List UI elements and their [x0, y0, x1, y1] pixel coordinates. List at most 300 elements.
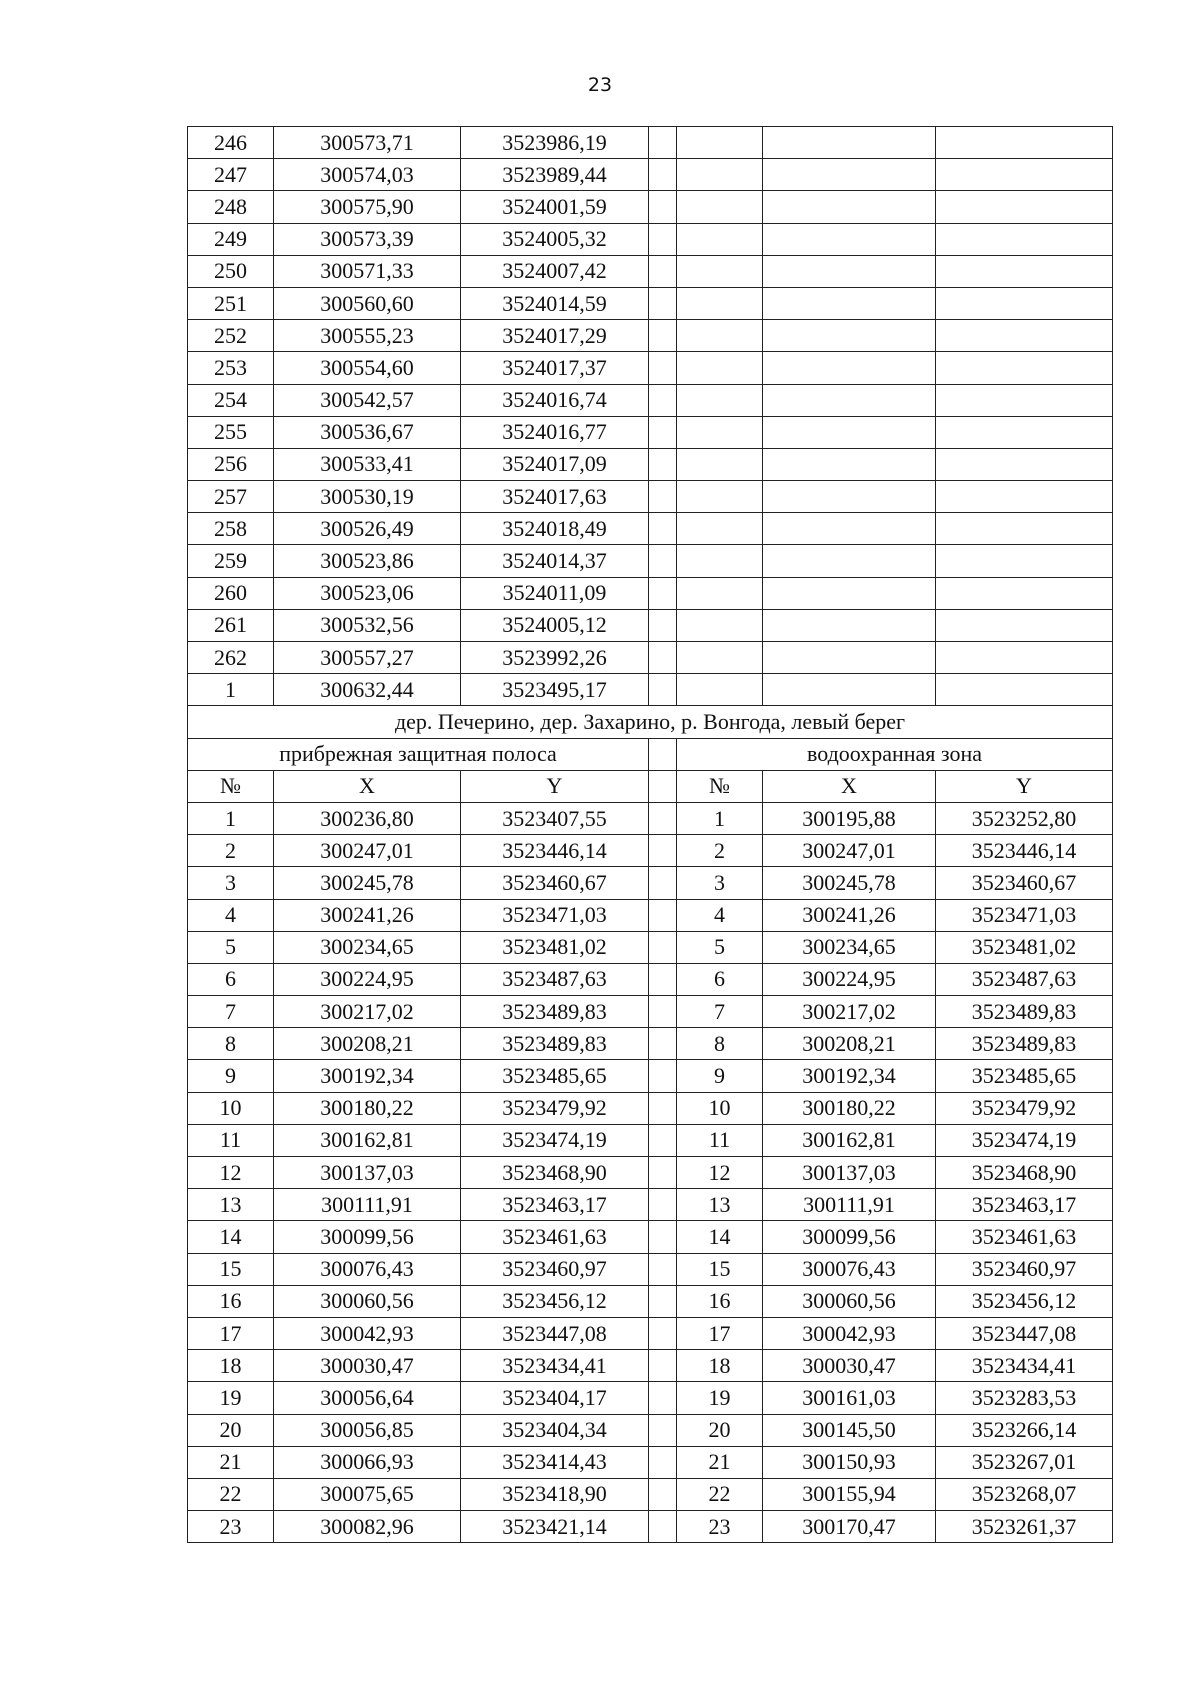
left-y-coordinate-cell: 3523456,12	[461, 1285, 649, 1317]
empty-cell	[763, 674, 936, 706]
left-y-coordinate-cell: 3523474,19	[461, 1124, 649, 1156]
right-point-number-cell: 16	[677, 1285, 763, 1317]
gap-cell	[649, 1028, 677, 1060]
point-number-cell: 248	[188, 191, 274, 223]
empty-cell	[936, 416, 1113, 448]
right-point-number-cell: 14	[677, 1221, 763, 1253]
left-y-coordinate-cell: 3523461,63	[461, 1221, 649, 1253]
left-point-number-cell: 16	[188, 1285, 274, 1317]
left-y-coordinate-cell: 3523447,08	[461, 1317, 649, 1349]
left-x-coordinate-cell: 300042,93	[274, 1317, 461, 1349]
empty-cell	[936, 577, 1113, 609]
gap-cell	[649, 255, 677, 287]
point-number-cell: 254	[188, 384, 274, 416]
right-x-coordinate-cell: 300030,47	[763, 1350, 936, 1382]
empty-cell	[763, 159, 936, 191]
gap-cell	[649, 1092, 677, 1124]
table-row	[188, 996, 1113, 1028]
left-point-number-cell: 21	[188, 1446, 274, 1478]
gap-cell	[649, 609, 677, 641]
table-row	[188, 1317, 1113, 1349]
empty-cell	[936, 545, 1113, 577]
right-x-coordinate-cell: 300099,56	[763, 1221, 936, 1253]
right-x-header: X	[763, 770, 936, 802]
table-row	[188, 931, 1113, 963]
left-x-coordinate-cell: 300066,93	[274, 1446, 461, 1478]
empty-cell	[936, 513, 1113, 545]
point-number-cell: 251	[188, 287, 274, 319]
right-y-coordinate-cell: 3523489,83	[936, 996, 1113, 1028]
right-point-number-cell: 17	[677, 1317, 763, 1349]
table-row	[188, 255, 1113, 287]
empty-cell	[936, 448, 1113, 480]
left-x-header: X	[274, 770, 461, 802]
left-y-coordinate-cell: 3523485,65	[461, 1060, 649, 1092]
empty-cell	[677, 255, 763, 287]
gap-cell	[649, 899, 677, 931]
right-point-number-cell: 10	[677, 1092, 763, 1124]
left-y-coordinate-cell: 3523404,17	[461, 1382, 649, 1414]
empty-cell	[763, 255, 936, 287]
right-point-number-cell: 23	[677, 1511, 763, 1543]
empty-cell	[936, 159, 1113, 191]
left-y-coordinate-cell: 3523460,97	[461, 1253, 649, 1285]
gap-cell	[649, 931, 677, 963]
point-number-cell: 253	[188, 352, 274, 384]
left-y-coordinate-cell: 3523434,41	[461, 1350, 649, 1382]
x-coordinate-cell: 300555,23	[274, 320, 461, 352]
gap-cell	[649, 545, 677, 577]
empty-cell	[677, 223, 763, 255]
y-coordinate-cell: 3524011,09	[461, 577, 649, 609]
left-y-coordinate-cell: 3523487,63	[461, 963, 649, 995]
right-y-coordinate-cell: 3523485,65	[936, 1060, 1113, 1092]
point-number-cell: 255	[188, 416, 274, 448]
gap-cell	[649, 802, 677, 834]
table-row	[188, 642, 1113, 674]
table-row	[188, 159, 1113, 191]
gap-cell	[649, 384, 677, 416]
point-number-cell: 258	[188, 513, 274, 545]
x-coordinate-cell: 300533,41	[274, 448, 461, 480]
y-coordinate-cell: 3523989,44	[461, 159, 649, 191]
right-y-coordinate-cell: 3523471,03	[936, 899, 1113, 931]
right-point-number-cell: 8	[677, 1028, 763, 1060]
point-number-cell: 256	[188, 448, 274, 480]
right-point-number-cell: 4	[677, 899, 763, 931]
y-coordinate-cell: 3524017,09	[461, 448, 649, 480]
right-num-header: №	[677, 770, 763, 802]
right-x-coordinate-cell: 300060,56	[763, 1285, 936, 1317]
left-point-number-cell: 7	[188, 996, 274, 1028]
y-coordinate-cell: 3524014,59	[461, 287, 649, 319]
right-x-coordinate-cell: 300234,65	[763, 931, 936, 963]
point-number-cell: 259	[188, 545, 274, 577]
right-point-number-cell: 19	[677, 1382, 763, 1414]
gap-cell	[649, 1221, 677, 1253]
table-row	[188, 899, 1113, 931]
right-y-coordinate-cell: 3523474,19	[936, 1124, 1113, 1156]
gap-cell	[649, 287, 677, 319]
empty-cell	[677, 674, 763, 706]
table-row	[188, 384, 1113, 416]
left-y-coordinate-cell: 3523481,02	[461, 931, 649, 963]
empty-cell	[763, 609, 936, 641]
empty-cell	[763, 513, 936, 545]
table-row	[188, 1285, 1113, 1317]
gap-cell	[649, 770, 677, 802]
table-row	[188, 481, 1113, 513]
y-coordinate-cell: 3523986,19	[461, 127, 649, 159]
left-y-coordinate-cell: 3523407,55	[461, 802, 649, 834]
empty-cell	[763, 223, 936, 255]
table-row	[188, 609, 1113, 641]
right-x-coordinate-cell: 300150,93	[763, 1446, 936, 1478]
left-point-number-cell: 5	[188, 931, 274, 963]
right-y-coordinate-cell: 3523447,08	[936, 1317, 1113, 1349]
empty-cell	[763, 545, 936, 577]
right-x-coordinate-cell: 300145,50	[763, 1414, 936, 1446]
empty-cell	[936, 384, 1113, 416]
left-point-number-cell: 19	[188, 1382, 274, 1414]
x-coordinate-cell: 300560,60	[274, 287, 461, 319]
empty-cell	[936, 127, 1113, 159]
gap-cell	[649, 963, 677, 995]
empty-cell	[677, 481, 763, 513]
left-point-number-cell: 10	[188, 1092, 274, 1124]
empty-cell	[763, 352, 936, 384]
gap-cell	[649, 674, 677, 706]
x-coordinate-cell: 300574,03	[274, 159, 461, 191]
left-point-number-cell: 15	[188, 1253, 274, 1285]
left-y-coordinate-cell: 3523446,14	[461, 835, 649, 867]
x-coordinate-cell: 300532,56	[274, 609, 461, 641]
right-y-coordinate-cell: 3523463,17	[936, 1189, 1113, 1221]
table-row	[188, 802, 1113, 834]
left-x-coordinate-cell: 300236,80	[274, 802, 461, 834]
point-number-cell: 257	[188, 481, 274, 513]
gap-cell	[649, 835, 677, 867]
empty-cell	[936, 223, 1113, 255]
empty-cell	[677, 513, 763, 545]
gap-cell	[649, 1414, 677, 1446]
right-x-coordinate-cell: 300195,88	[763, 802, 936, 834]
y-coordinate-cell: 3523495,17	[461, 674, 649, 706]
empty-cell	[936, 287, 1113, 319]
table-row	[188, 1092, 1113, 1124]
left-y-coordinate-cell: 3523489,83	[461, 1028, 649, 1060]
gap-cell	[649, 191, 677, 223]
right-point-number-cell: 7	[677, 996, 763, 1028]
table-row	[188, 513, 1113, 545]
gap-cell	[649, 1478, 677, 1510]
table-row	[188, 1028, 1113, 1060]
section-title: дер. Печерино, дер. Захарино, р. Вонгода, левый берег	[188, 706, 1113, 738]
right-x-coordinate-cell: 300241,26	[763, 899, 936, 931]
x-coordinate-cell: 300571,33	[274, 255, 461, 287]
table-row	[188, 674, 1113, 706]
left-point-number-cell: 13	[188, 1189, 274, 1221]
right-y-header: Y	[936, 770, 1113, 802]
left-point-number-cell: 17	[188, 1317, 274, 1349]
y-coordinate-cell: 3524005,32	[461, 223, 649, 255]
left-x-coordinate-cell: 300076,43	[274, 1253, 461, 1285]
coordinates-table	[187, 126, 1113, 1543]
right-y-coordinate-cell: 3523460,67	[936, 867, 1113, 899]
point-number-cell: 249	[188, 223, 274, 255]
right-y-coordinate-cell: 3523446,14	[936, 835, 1113, 867]
left-point-number-cell: 2	[188, 835, 274, 867]
empty-cell	[677, 159, 763, 191]
x-coordinate-cell: 300573,71	[274, 127, 461, 159]
right-y-coordinate-cell: 3523461,63	[936, 1221, 1113, 1253]
gap-cell	[649, 320, 677, 352]
bottom-rows-section	[188, 802, 1113, 1542]
table-row	[188, 448, 1113, 480]
top-rows-section	[188, 127, 1113, 706]
right-x-coordinate-cell: 300247,01	[763, 835, 936, 867]
x-coordinate-cell: 300632,44	[274, 674, 461, 706]
empty-cell	[677, 191, 763, 223]
left-y-coordinate-cell: 3523404,34	[461, 1414, 649, 1446]
y-coordinate-cell: 3524007,42	[461, 255, 649, 287]
table-row	[188, 1414, 1113, 1446]
left-y-coordinate-cell: 3523479,92	[461, 1092, 649, 1124]
right-x-coordinate-cell: 300162,81	[763, 1124, 936, 1156]
left-y-coordinate-cell: 3523460,67	[461, 867, 649, 899]
gap-cell	[649, 1124, 677, 1156]
empty-cell	[677, 384, 763, 416]
right-x-coordinate-cell: 300137,03	[763, 1157, 936, 1189]
empty-cell	[677, 642, 763, 674]
right-x-coordinate-cell: 300217,02	[763, 996, 936, 1028]
empty-cell	[936, 609, 1113, 641]
empty-cell	[763, 191, 936, 223]
right-x-coordinate-cell: 300170,47	[763, 1511, 936, 1543]
left-x-coordinate-cell: 300245,78	[274, 867, 461, 899]
left-x-coordinate-cell: 300030,47	[274, 1350, 461, 1382]
section-title-row	[188, 706, 1113, 738]
table-row	[188, 416, 1113, 448]
empty-cell	[677, 127, 763, 159]
right-point-number-cell: 3	[677, 867, 763, 899]
empty-cell	[677, 352, 763, 384]
left-x-coordinate-cell: 300056,85	[274, 1414, 461, 1446]
left-x-coordinate-cell: 300241,26	[274, 899, 461, 931]
empty-cell	[936, 255, 1113, 287]
right-point-number-cell: 11	[677, 1124, 763, 1156]
left-x-coordinate-cell: 300180,22	[274, 1092, 461, 1124]
right-y-coordinate-cell: 3523460,97	[936, 1253, 1113, 1285]
gap-cell	[649, 352, 677, 384]
gap-cell	[649, 1189, 677, 1221]
right-point-number-cell: 9	[677, 1060, 763, 1092]
left-point-number-cell: 11	[188, 1124, 274, 1156]
left-x-coordinate-cell: 300224,95	[274, 963, 461, 995]
left-point-number-cell: 3	[188, 867, 274, 899]
table-row	[188, 1350, 1113, 1382]
right-point-number-cell: 1	[677, 802, 763, 834]
left-point-number-cell: 18	[188, 1350, 274, 1382]
point-number-cell: 260	[188, 577, 274, 609]
gap-cell	[649, 513, 677, 545]
table-row	[188, 577, 1113, 609]
gap-cell	[649, 1060, 677, 1092]
right-y-coordinate-cell: 3523479,92	[936, 1092, 1113, 1124]
table-row	[188, 352, 1113, 384]
table-row	[188, 1253, 1113, 1285]
left-y-coordinate-cell: 3523463,17	[461, 1189, 649, 1221]
table-row	[188, 1478, 1113, 1510]
right-x-coordinate-cell: 300111,91	[763, 1189, 936, 1221]
right-point-number-cell: 15	[677, 1253, 763, 1285]
left-group-title: прибрежная защитная полоса	[188, 738, 649, 770]
right-y-coordinate-cell: 3523252,80	[936, 802, 1113, 834]
table-row	[188, 223, 1113, 255]
right-y-coordinate-cell: 3523434,41	[936, 1350, 1113, 1382]
left-point-number-cell: 4	[188, 899, 274, 931]
page-number: 23	[587, 74, 613, 96]
x-coordinate-cell: 300557,27	[274, 642, 461, 674]
left-point-number-cell: 22	[188, 1478, 274, 1510]
right-point-number-cell: 6	[677, 963, 763, 995]
table-row	[188, 1157, 1113, 1189]
empty-cell	[677, 448, 763, 480]
x-coordinate-cell: 300536,67	[274, 416, 461, 448]
empty-cell	[763, 287, 936, 319]
left-y-coordinate-cell: 3523414,43	[461, 1446, 649, 1478]
right-y-coordinate-cell: 3523261,37	[936, 1511, 1113, 1543]
x-coordinate-cell: 300573,39	[274, 223, 461, 255]
point-number-cell: 1	[188, 674, 274, 706]
left-x-coordinate-cell: 300075,65	[274, 1478, 461, 1510]
right-point-number-cell: 5	[677, 931, 763, 963]
right-y-coordinate-cell: 3523283,53	[936, 1382, 1113, 1414]
left-x-coordinate-cell: 300234,65	[274, 931, 461, 963]
right-x-coordinate-cell: 300224,95	[763, 963, 936, 995]
empty-cell	[936, 352, 1113, 384]
group-title-row	[188, 738, 1113, 770]
table-row	[188, 545, 1113, 577]
empty-cell	[677, 577, 763, 609]
right-x-coordinate-cell: 300192,34	[763, 1060, 936, 1092]
right-x-coordinate-cell: 300161,03	[763, 1382, 936, 1414]
left-x-coordinate-cell: 300208,21	[274, 1028, 461, 1060]
right-x-coordinate-cell: 300042,93	[763, 1317, 936, 1349]
right-point-number-cell: 22	[677, 1478, 763, 1510]
empty-cell	[936, 674, 1113, 706]
right-group-title: водоохранная зона	[677, 738, 1113, 770]
right-point-number-cell: 18	[677, 1350, 763, 1382]
left-y-coordinate-cell: 3523421,14	[461, 1511, 649, 1543]
x-coordinate-cell: 300530,19	[274, 481, 461, 513]
gap-cell	[649, 1511, 677, 1543]
empty-cell	[936, 191, 1113, 223]
right-y-coordinate-cell: 3523481,02	[936, 931, 1113, 963]
empty-cell	[677, 287, 763, 319]
left-y-coordinate-cell: 3523471,03	[461, 899, 649, 931]
table-row	[188, 963, 1113, 995]
left-y-header: Y	[461, 770, 649, 802]
empty-cell	[763, 416, 936, 448]
left-point-number-cell: 20	[188, 1414, 274, 1446]
gap-cell	[649, 481, 677, 513]
right-y-coordinate-cell: 3523267,01	[936, 1446, 1113, 1478]
left-x-coordinate-cell: 300082,96	[274, 1511, 461, 1543]
y-coordinate-cell: 3524016,74	[461, 384, 649, 416]
left-x-coordinate-cell: 300192,34	[274, 1060, 461, 1092]
gap-cell	[649, 1157, 677, 1189]
left-x-coordinate-cell: 300111,91	[274, 1189, 461, 1221]
gap-cell	[649, 1382, 677, 1414]
table-row	[188, 287, 1113, 319]
point-number-cell: 262	[188, 642, 274, 674]
x-coordinate-cell: 300575,90	[274, 191, 461, 223]
right-y-coordinate-cell: 3523456,12	[936, 1285, 1113, 1317]
left-x-coordinate-cell: 300217,02	[274, 996, 461, 1028]
right-x-coordinate-cell: 300076,43	[763, 1253, 936, 1285]
table-row	[188, 835, 1113, 867]
table-row	[188, 1446, 1113, 1478]
y-coordinate-cell: 3523992,26	[461, 642, 649, 674]
gap-cell	[649, 867, 677, 899]
y-coordinate-cell: 3524005,12	[461, 609, 649, 641]
gap-cell	[649, 448, 677, 480]
left-x-coordinate-cell: 300056,64	[274, 1382, 461, 1414]
gap-cell	[649, 1446, 677, 1478]
gap-cell	[649, 996, 677, 1028]
point-number-cell: 250	[188, 255, 274, 287]
table-row	[188, 320, 1113, 352]
table-row	[188, 1060, 1113, 1092]
point-number-cell: 246	[188, 127, 274, 159]
right-x-coordinate-cell: 300245,78	[763, 867, 936, 899]
gap-cell	[649, 738, 677, 770]
right-point-number-cell: 12	[677, 1157, 763, 1189]
empty-cell	[763, 320, 936, 352]
left-x-coordinate-cell: 300162,81	[274, 1124, 461, 1156]
right-x-coordinate-cell: 300155,94	[763, 1478, 936, 1510]
left-x-coordinate-cell: 300099,56	[274, 1221, 461, 1253]
right-point-number-cell: 2	[677, 835, 763, 867]
column-header-row	[188, 770, 1113, 802]
table-row	[188, 1189, 1113, 1221]
left-point-number-cell: 9	[188, 1060, 274, 1092]
gap-cell	[649, 642, 677, 674]
y-coordinate-cell: 3524018,49	[461, 513, 649, 545]
section-header	[188, 706, 1113, 803]
y-coordinate-cell: 3524017,29	[461, 320, 649, 352]
empty-cell	[677, 320, 763, 352]
gap-cell	[649, 1253, 677, 1285]
gap-cell	[649, 1317, 677, 1349]
right-y-coordinate-cell: 3523268,07	[936, 1478, 1113, 1510]
table-row	[188, 1124, 1113, 1156]
right-x-coordinate-cell: 300180,22	[763, 1092, 936, 1124]
left-point-number-cell: 12	[188, 1157, 274, 1189]
right-y-coordinate-cell: 3523266,14	[936, 1414, 1113, 1446]
x-coordinate-cell: 300542,57	[274, 384, 461, 416]
empty-cell	[936, 320, 1113, 352]
left-point-number-cell: 14	[188, 1221, 274, 1253]
gap-cell	[649, 159, 677, 191]
left-point-number-cell: 6	[188, 963, 274, 995]
point-number-cell: 247	[188, 159, 274, 191]
right-point-number-cell: 13	[677, 1189, 763, 1221]
empty-cell	[677, 609, 763, 641]
table-row	[188, 1511, 1113, 1543]
left-y-coordinate-cell: 3523418,90	[461, 1478, 649, 1510]
